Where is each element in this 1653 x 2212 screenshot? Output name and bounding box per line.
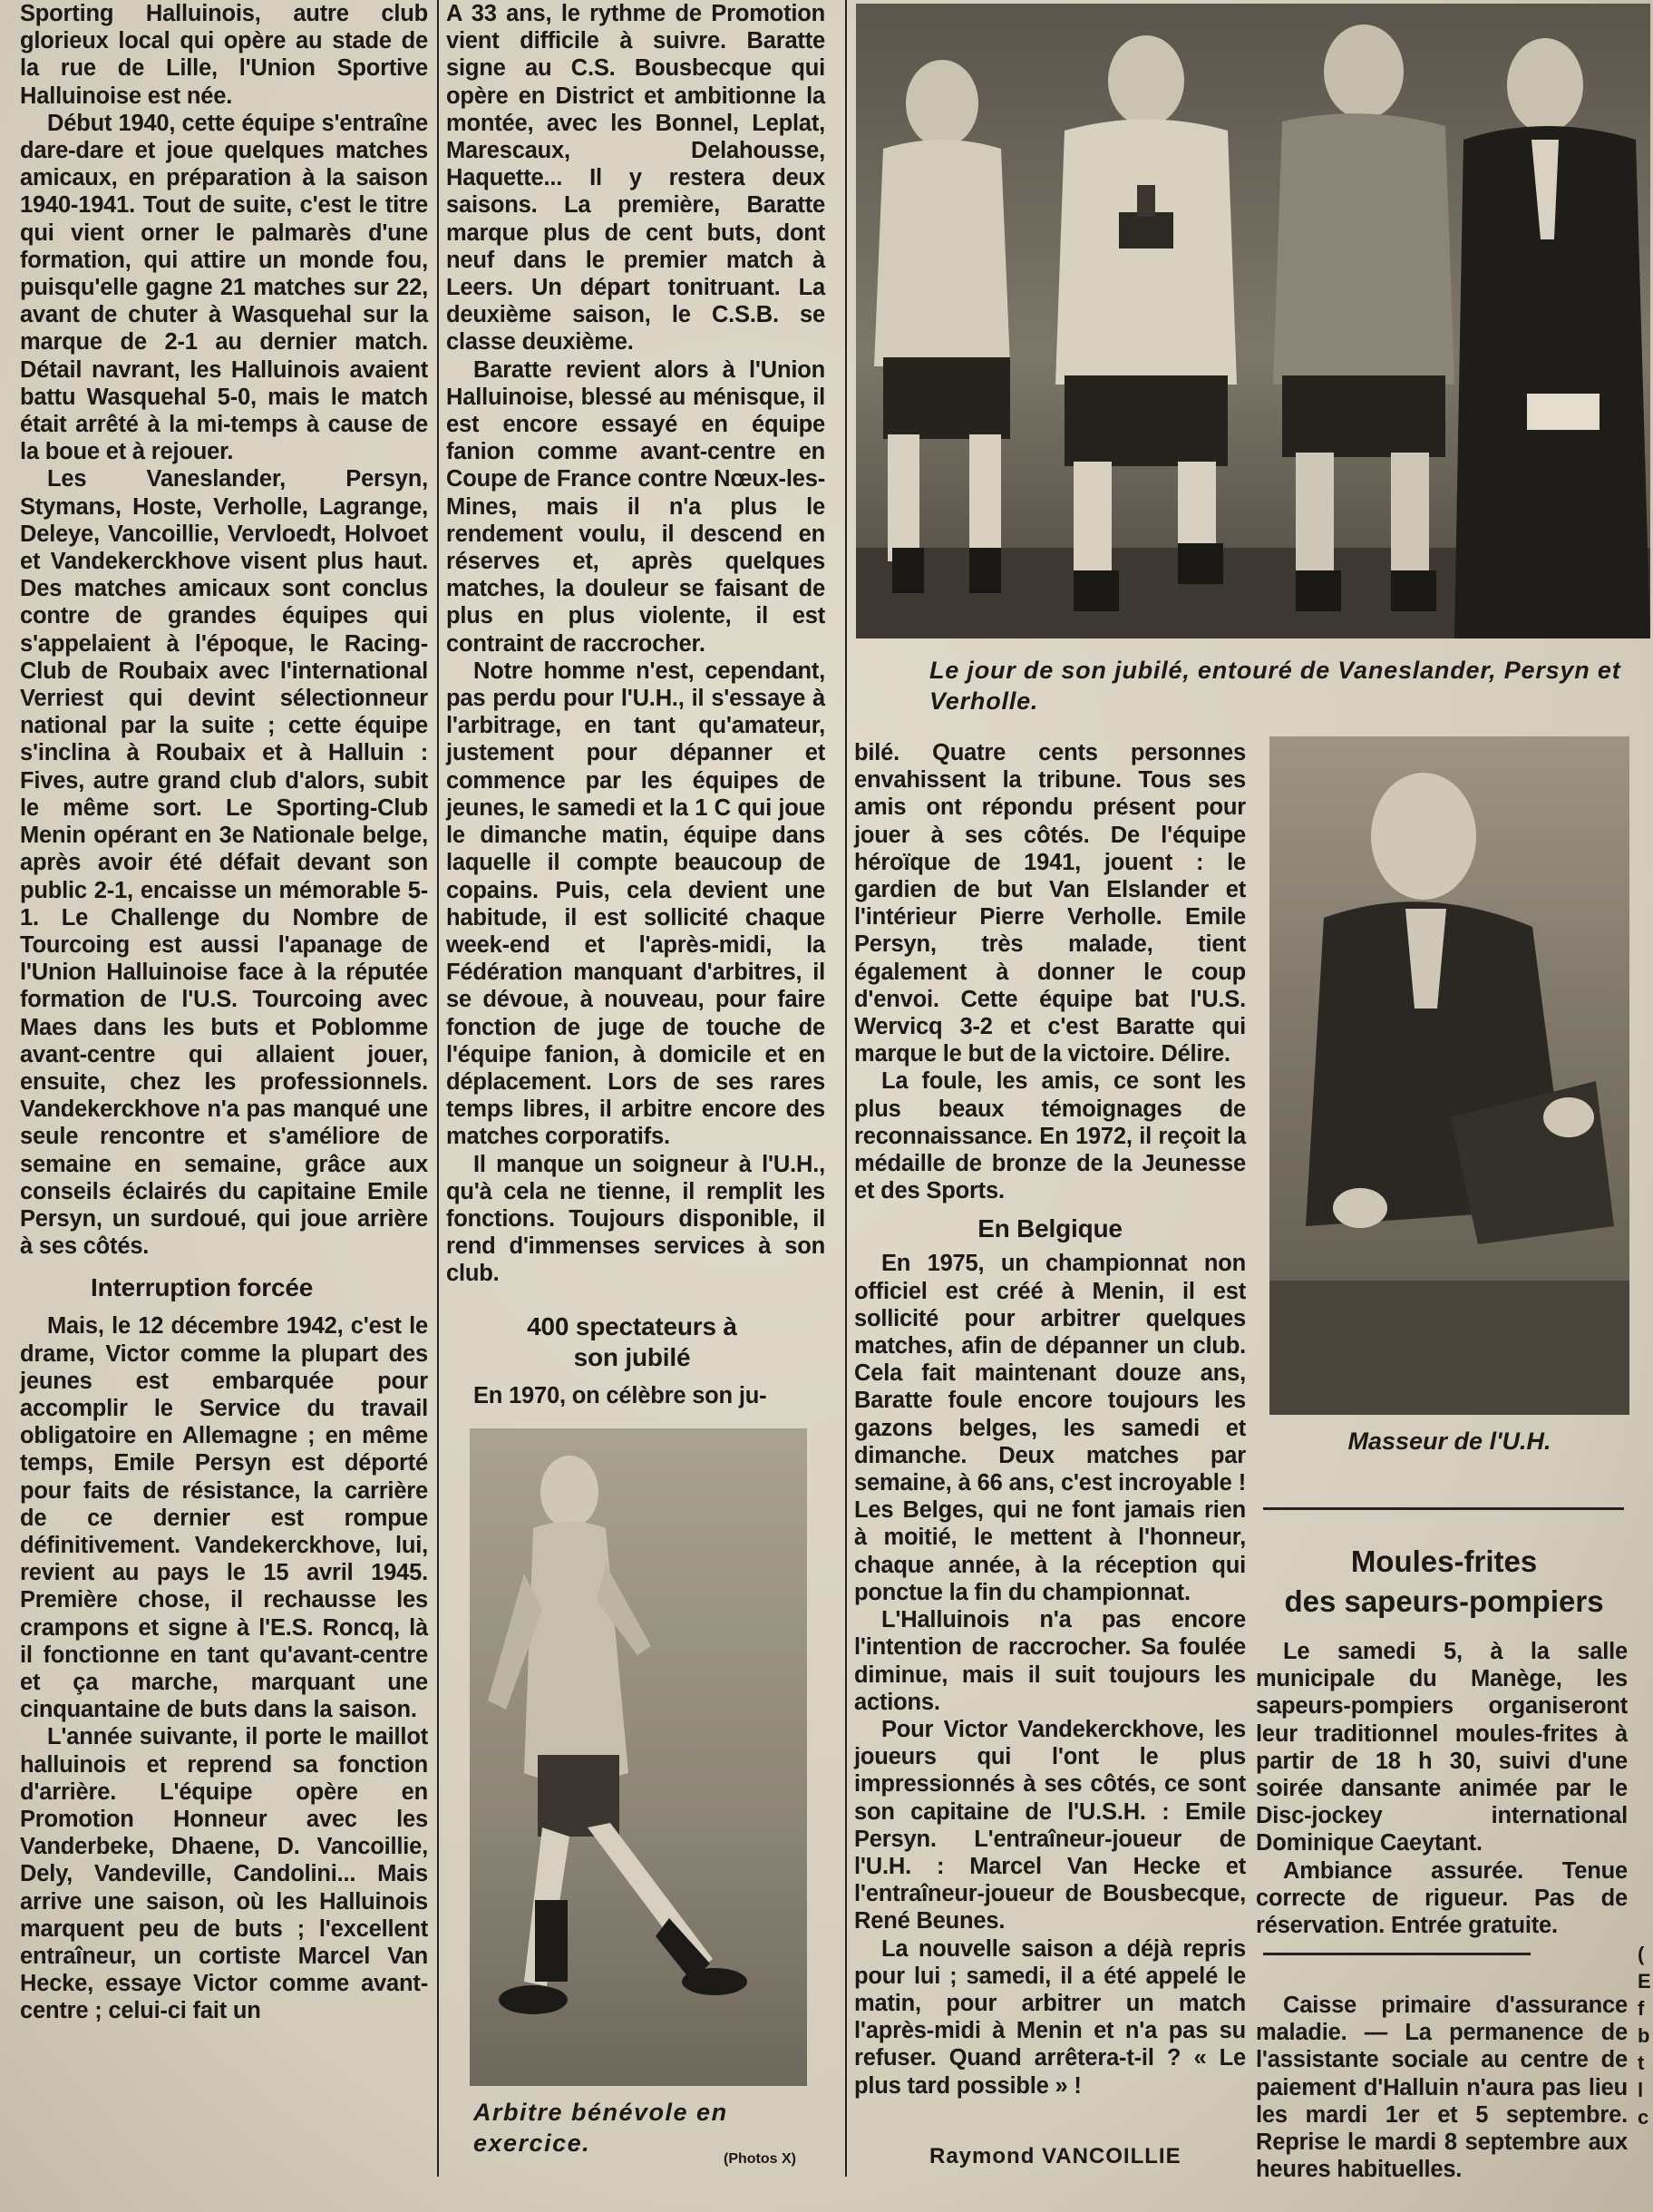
jubilee-photo-caption: Le jour de son jubilé, entouré de Vaneslander, Persyn et Verholle. xyxy=(929,657,1621,715)
masseur-photo-caption: Masseur de l'U.H. xyxy=(1347,1428,1551,1455)
column-divider-1 xyxy=(437,0,439,2177)
col3-paragraph: La nouvelle saison a déjà repris pour lui ; samedi, il a été appelé le matin, pour arbitrer un match l'après-midi à Menin et n'a pas su refuser. Quand arrêtera-t-il ? « Le plus tard possible » ! xyxy=(854,1935,1246,2099)
margin-char: ( xyxy=(1638,1943,1645,1965)
headline-line-2: des sapeurs-pompiers xyxy=(1284,1584,1604,1618)
article-column-3 xyxy=(854,739,1246,2100)
col1-paragraph: Mais, le 12 décembre 1942, c'est le drame, Victor comme la plupart des jeunes est embarquée pour accomplir le Service du travail obligatoire en Allemagne ; en même temps, Emile Persyn est déporté pour faits de résistance, la carrière de ce dernier est rompue définitivement. Vandekerckhove, lui, revient au pays le 15 avril 1945. Première chose, il rechausse les crampons et signe à l'E.S. Roncq, là il fonctionne en tant qu'avant-centre et ça marche, marquant une cinquantaine de buts dans la saison. xyxy=(20,1313,428,1723)
notice-column xyxy=(1256,1992,1628,2183)
col3-paragraph: L'Halluinois n'a pas encore l'intention de raccrocher. Sa foulée diminue, mais il suit toujours les actions. xyxy=(854,1607,1246,1715)
referee-photo-caption: Arbitre bénévole en exercice. xyxy=(473,2099,728,2157)
col3-paragraph: Pour Victor Vandekerckhove, les joueurs qui l'ont le plus impressionnés à ses côtés, ce sont son capitaine de l'U.S.H. : Emile Persyn. L'entraîneur-joueur de l'U.H. : Marcel Van Hecke et l'entraîneur-joueur de Bousbecque, René Beunes. xyxy=(854,1716,1246,1934)
headline-line-1: Moules-frites xyxy=(1350,1545,1538,1578)
col4-paragraph: Le samedi 5, à la salle municipale du Manège, les sapeurs-pompiers organiseront leur traditionnel moules-frites à partir de 18 h 30, suivi d'une soirée dansante animée par le Disc-jockey international Dominique Caeytant. xyxy=(1256,1639,1628,1856)
masseur-photo-image xyxy=(1269,736,1629,1415)
article-column-1 xyxy=(20,0,428,2025)
col2-paragraph: Il manque un soigneur à l'U.H., qu'à cela ne tienne, il remplit les fonctions. Toujours disponible, il rend d'immenses services à son club. xyxy=(446,1151,825,1287)
notice-paragraph: Caisse primaire d'assurance maladie. — La permanence de l'assistante sociale au centre de paiement d'Halluin n'aura pas lieu les mardi 1er et 5 septembre. Reprise le mardi 8 septembre aux heures habituelles. xyxy=(1256,1993,1628,2183)
margin-char: f xyxy=(1638,1997,1645,2020)
col2-paragraph: En 1970, on célèbre son ju- xyxy=(473,1382,767,1408)
article-column-2 xyxy=(446,0,825,1409)
col1-paragraph: Les Vaneslander, Persyn, Stymans, Hoste, Verholle, Lagrange, Deleye, Vancoillie, Vervloedt, Holvoet et Vandekerckhove visent plus haut. Des matches amicaux sont conclus contre de grandes équipes qui s'appelaient à l'époque, le Racing-Club de Roubaix avec l'international Verriest qui devint sélectionneur national par la suite ; cette équipe s'inclina à Roubaix et à Halluin : Fives, autre grand club d'alors, subit le même sort. Le Sporting-Club Menin opérant en 3e Nationale belge, après avoir été défait devant son public 2-1, encaisse un mémorable 5-1. Le Challenge du Nombre de Tourcoing est aussi l'apanage de l'Union Halluinoise face à la réputée formation de l'U.S. Tourcoing avec Maes dans les buts et Poblomme avant-centre qui allaient jouer, ensuite, chez les professionnels. Vandekerckhove n'a pas manqué une seule rencontre et s'améliore de semaine en semaine, grâce aux conseils éclairés du capitaine Emile Persyn, un surdoué, qui joue arrière à ses côtés. xyxy=(20,466,428,1260)
col1-paragraph: L'année suivante, il porte le maillot halluinois et reprend sa fonction d'arrière. L'équipe opère en Promotion Honneur avec les Vanderbeke, Dhaene, D. Vancoillie, Dely, Vandeville, Candolini... Mais arrive une saison, où les Halluinois marquent peu de buts ; l'excellent entraîneur, un cortiste Marcel Van Hecke, essaye Victor comme avant-centre ; celui-ci fait un xyxy=(20,1724,428,2024)
article-column-4 xyxy=(1256,1638,1628,1939)
subhead-interruption: Interruption forcée xyxy=(91,1273,314,1302)
photo-masseur xyxy=(1269,736,1629,1415)
col1-paragraph: Sporting Halluinois, autre club glorieux local qui opère au stade de la rue de Lille, l'Union Sportive Halluinoise est née. xyxy=(20,1,428,109)
article-signature: Raymond VANCOILLIE xyxy=(929,2144,1181,2168)
margin-char: l xyxy=(1638,2079,1644,2101)
referee-photo-image xyxy=(470,1428,807,2086)
margin-char: E xyxy=(1638,1970,1651,1993)
margin-char: t xyxy=(1638,2051,1645,2074)
col3-paragraph: La foule, les amis, ce sont les plus beaux témoignages de reconnaissance. En 1972, il reçoit la médaille de bronze de la Jeunesse et des Sports. xyxy=(854,1068,1246,1204)
section-rule-2 xyxy=(1263,1953,1531,1955)
col2-paragraph: Baratte revient alors à l'Union Halluinoise, blessé au ménisque, il est encore essayé en équipe fanion comme avant-centre en Coupe de France contre Nœux-les-Mines, mais il n'a plus le rendement voulu, il descend en réserves et, après quelques matches, la douleur se faisant de plus en plus violente, il est contraint de raccrocher. xyxy=(446,356,825,657)
margin-fragment xyxy=(1638,1941,1650,2131)
subhead-400-spectateurs: 400 spectateurs à son jubilé xyxy=(527,1311,737,1371)
jubilee-photo-image xyxy=(856,4,1650,638)
col3-paragraph: En 1975, un championnat non officiel est créé à Menin, il est sollicité pour arbitrer quelques matches, afin de dépanner un club. Cela fait maintenant douze ans, Baratte foule encore toujours les gazons belges, les samedi et dimanche. Deux matches par semaine, à 66 ans, c'est incroyable ! Les Belges, qui ne font jamais rien à moitié, le mettent à l'honneur, chaque année, à la réception qui ponctue la fin du championnat. xyxy=(854,1251,1246,1605)
col2-paragraph: A 33 ans, le rythme de Promotion vient difficile à suivre. Baratte signe au C.S. Bousbecque qui opère en District et ambitionne la montée, avec les Bonnel, Leplat, Marescaux, Delahousse, Haquette... Il y restera deux saisons. La première, Baratte marque plus de cent buts, dont neuf dans le premier match à Leers. Un départ tonitruant. La deuxième saison, le C.S.B. se classe deuxième. xyxy=(446,1,825,356)
column-divider-2 xyxy=(845,0,847,2177)
section-rule-1 xyxy=(1263,1507,1624,1510)
col1-paragraph: Début 1940, cette équipe s'entraîne dare-dare et joue quelques matches amicaux, en préparation à la saison 1940-1941. Tout de suite, c'est le titre qui vient orner le palmarès d'une formation, qui attire un monde fou, puisqu'elle gagne 21 matches sur 22, avant de chuter à Wasquehal sur la marque de 2-1 au dernier match. Détail navrant, les Halluinois avaient battu Wasquehal 5-0, mais le match était arrêté à la mi-temps à cause de la boue et à rejouer. xyxy=(20,110,428,465)
subhead-en-belgique: En Belgique xyxy=(977,1214,1123,1243)
photo-jubilee xyxy=(856,4,1650,638)
margin-char: c xyxy=(1638,2106,1649,2129)
photo-referee xyxy=(470,1428,807,2086)
margin-char: b xyxy=(1638,2024,1650,2047)
moules-frites-headline xyxy=(1256,1542,1632,1622)
col3-paragraph: bilé. Quatre cents personnes envahissent la tribune. Tous ses amis ont répondu présent pour jouer à ses côtés. De l'équipe héroïque de 1941, jouent : le gardien de but Van Elslander et l'intérieur Pierre Verholle. Emile Persyn, très malade, tient également à donner le coup d'envoi. Cette équipe bat l'U.S. Wervicq 3-2 et c'est Baratte qui marque le but de la victoire. Délire. xyxy=(854,740,1246,1067)
photo-credit: (Photos X) xyxy=(724,2151,796,2167)
col2-paragraph: Notre homme n'est, cependant, pas perdu pour l'U.H., il s'essaye à l'arbitrage, en tant qu'amateur, justement pour dépanner et commence par les équipes de jeunes, le samedi et la 1 C qui joue le dimanche matin, équipe dans laquelle il compte beaucoup de copains. Puis, cela devient une habitude, il est sollicité chaque week-end et l'après-midi, la Fédération manquant d'arbitres, il se dévoue, à nouveau, pour faire fonction de juge de touche de l'équipe fanion, à domicile et en déplacement. Lors de ses rares temps libres, il arbitre encore des matches corporatifs. xyxy=(446,658,825,1150)
col4-paragraph: Ambiance assurée. Tenue correcte de rigueur. Pas de réservation. Entrée gratuite. xyxy=(1256,1857,1628,1939)
